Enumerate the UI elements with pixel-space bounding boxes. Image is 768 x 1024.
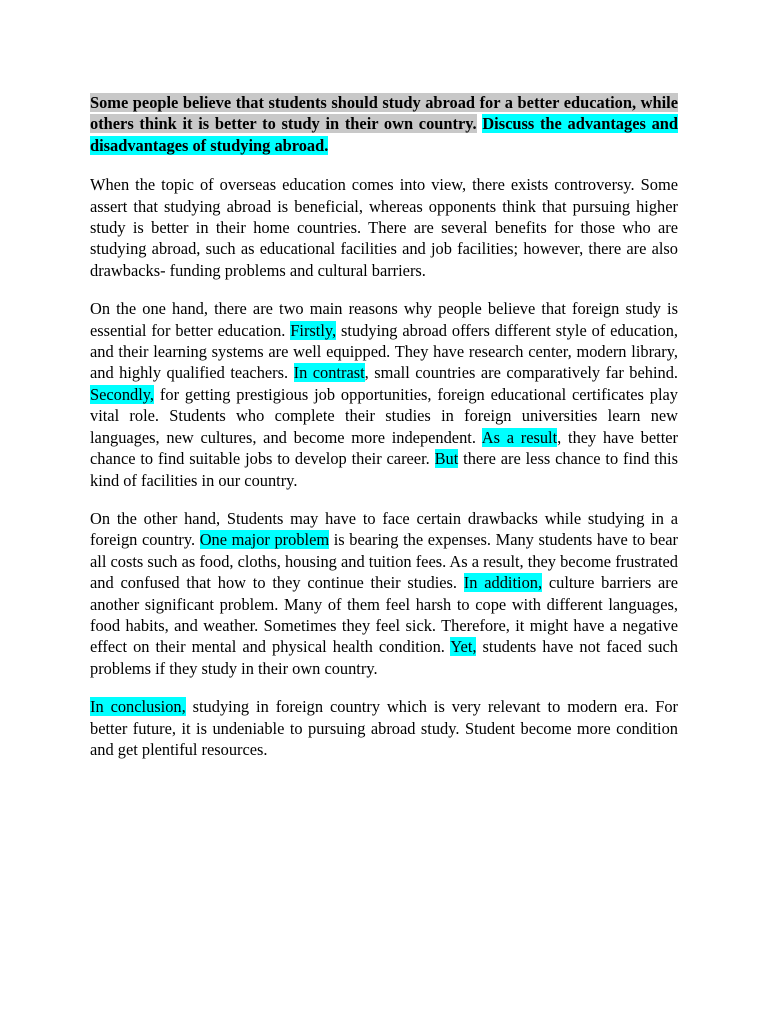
body-paragraph-advantages bbox=[90, 298, 678, 491]
body1-text: for getting prestigious job opportunities, foreign educational certificates play vital role. Students who complete their studies in foreign universities learn new languages, new cultures, and become more independent. bbox=[90, 384, 678, 447]
highlight-but: But bbox=[434, 449, 459, 469]
body-paragraph-disadvantages bbox=[90, 508, 678, 679]
highlight-in-contrast: In contrast bbox=[293, 363, 365, 383]
body2-text: students have not faced such problems if they study in their own country. bbox=[90, 637, 678, 678]
body1-text: studying abroad offers different style of education, and their learning systems are well equipped. They have research center, modern library, and highly qualified teachers. bbox=[90, 320, 678, 383]
highlight-secondly: Secondly, bbox=[90, 384, 155, 404]
essay-page bbox=[90, 92, 678, 777]
highlight-in-addition: In addition, bbox=[463, 573, 543, 593]
conclusion-paragraph bbox=[90, 696, 678, 760]
intro-paragraph: When the topic of overseas education comes into view, there exists controversy. Some assert that studying abroad is beneficial, whereas opponents think that pursuing higher study is better in their home countries. There are several benefits for those who are studying abroad, such as educational facilities and job facilities; however, there are also drawbacks- funding problems and cultural barriers. bbox=[90, 175, 678, 280]
highlight-firstly: Firstly, bbox=[290, 320, 337, 340]
essay-prompt bbox=[90, 92, 678, 156]
body2-text: culture barriers are another significant problem. Many of them feel harsh to cope with different languages, food habits, and weather. Sometimes they feel sick. Therefore, it might have a negative effect on their mental and physical health condition. bbox=[90, 573, 678, 657]
highlight-in-conclusion: In conclusion, bbox=[90, 697, 186, 717]
body1-text: there are less chance to find this kind of facilities in our country. bbox=[90, 449, 678, 490]
body1-text: , they have better chance to find suitable jobs to develop their career. bbox=[90, 427, 678, 469]
body2-text: On the other hand, Students may have to face certain drawbacks while studying in a foreign country. bbox=[90, 508, 678, 550]
body2-text: is bearing the expenses. Many students have to bear all costs such as food, cloths, housing and tuition fees. As a result, they become frustrated and confused that how to they continue their studies. bbox=[90, 530, 678, 593]
highlight-yet: Yet, bbox=[450, 637, 477, 657]
body1-text: , small countries are comparatively far behind. bbox=[364, 363, 679, 383]
prompt-statement: Some people believe that students should study abroad for a better education, while others think it is better to study in their own country. bbox=[90, 93, 678, 134]
highlight-one-major-problem: One major problem bbox=[199, 530, 330, 550]
prompt-task: Discuss the advantages and disadvantages of studying abroad. bbox=[90, 114, 678, 155]
body1-text: On the one hand, there are two main reasons why people believe that foreign study is essential for better education. bbox=[90, 299, 678, 340]
conclusion-text: studying in foreign country which is very relevant to modern era. For better future, it is undeniable to pursuing abroad study. Student become more condition and get plentiful resources. bbox=[90, 697, 678, 759]
highlight-as-a-result: As a result bbox=[481, 427, 558, 447]
